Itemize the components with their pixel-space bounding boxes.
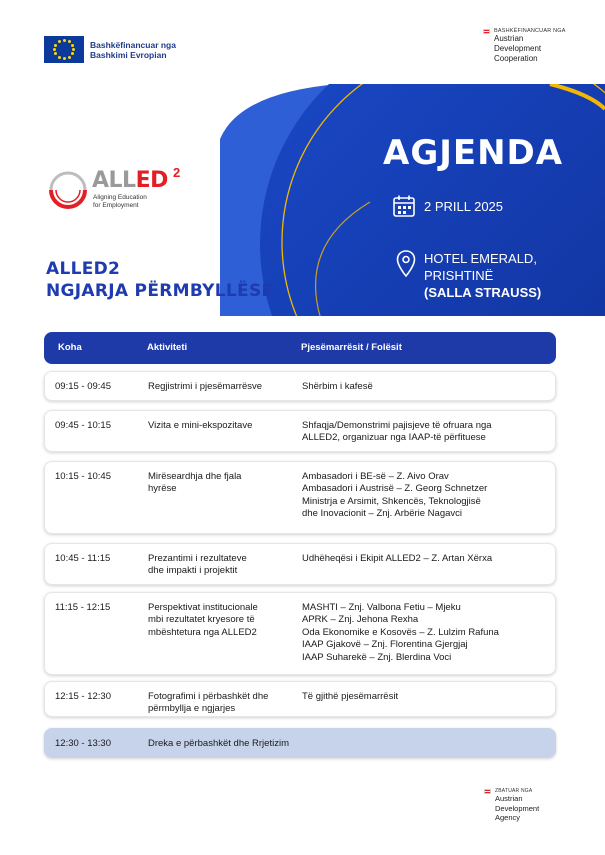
row-time: 12:15 - 12:30 <box>55 691 111 702</box>
participant-line: Shërbim i kafesë <box>302 381 373 392</box>
row-participants <box>302 420 547 445</box>
participant-line: Ambasadori i BE-së – Z. Aivo Orav <box>302 471 449 482</box>
participant-line: dhe Inovacionit – Znj. Arbërie Nagavci <box>302 508 463 520</box>
participant-line: Ambasadori i Austrisë – Z. Georg Schnetzer <box>302 483 488 495</box>
participant-line: Shfaqja/Demonstrimi pajisjeve të ofruara nga <box>302 420 492 431</box>
activity-line: mbi rezultatet kryesore të <box>148 614 255 626</box>
participant-line: MASHTI – Znj. Valbona Fetiu – Mjeku <box>302 602 461 613</box>
event-title-line1: ALLED2 <box>46 259 121 279</box>
row-time: 11:15 - 12:15 <box>55 602 111 613</box>
row-participants <box>302 553 547 565</box>
eu-text-line2: Bashkimi Evropian <box>90 49 167 60</box>
participant-line: ALLED2, organizuar nga IAAP-të përfituese <box>302 432 486 444</box>
row-time: 10:15 - 10:45 <box>55 471 111 482</box>
participant-line: Oda Ekonomike e Kosovës – Z. Lulzim Rafuna <box>302 626 499 638</box>
row-participants <box>302 691 547 703</box>
row-activity <box>148 553 298 578</box>
alled-word-grey: ALL <box>92 168 136 193</box>
agenda-table-header <box>44 332 556 364</box>
activity-line: Vizita e mini-ekspozitave <box>148 420 253 431</box>
austrian-development-agency-logo <box>484 788 539 823</box>
ada-top-line2: Development <box>494 44 542 53</box>
event-date <box>392 194 503 218</box>
activity-line: përmbyllja e ngjarjes <box>148 703 236 715</box>
agenda-row <box>44 371 556 401</box>
location-line2: PRISHTINË <box>424 268 494 283</box>
row-activity <box>148 471 298 496</box>
header-activity: Aktiviteti <box>147 342 188 353</box>
alled-tagline1: Aligning Education <box>93 194 147 201</box>
activity-line: mbështetura nga ALLED2 <box>148 626 257 638</box>
row-time: 10:45 - 11:15 <box>55 553 111 564</box>
participant-line: IAAP Suharekë – Znj. Blerdina Voci <box>302 651 452 663</box>
activity-line: Fotografimi i përbashkët dhe <box>148 691 269 702</box>
activity-line: Regjistrimi i pjesëmarrësve <box>148 381 263 392</box>
map-pin-icon <box>396 250 416 278</box>
row-time: 09:45 - 10:15 <box>55 420 111 431</box>
event-title-line2: NGJARJA PËRMBYLLËSE <box>46 281 274 301</box>
activity-line: hyrëse <box>148 483 177 495</box>
row-participants <box>302 381 547 393</box>
alled-tagline2: for Employment <box>93 202 139 209</box>
ada-top-line3: Cooperation <box>494 54 538 63</box>
activity-line: Dreka e përbashkët dhe Rrjetizim <box>148 738 289 749</box>
participant-line: Udhëheqësi i Ekipit ALLED2 – Z. Artan Xërxa <box>302 553 493 564</box>
participant-line: IAAP Gjakovë – Znj. Florentina Gjergjaj <box>302 639 468 651</box>
agenda-row <box>44 461 556 534</box>
header-participants: Pjesëmarrësit / Folësit <box>301 342 402 353</box>
eu-logo <box>44 36 176 63</box>
row-activity <box>148 738 298 750</box>
activity-line: dhe impakti i projektit <box>148 565 238 577</box>
row-time: 09:15 - 09:45 <box>55 381 111 392</box>
location-line1: HOTEL EMERALD, <box>424 251 537 266</box>
location-hall: (SALLA STRAUSS) <box>424 285 542 300</box>
eu-text-line1: Bashkëfinancuar nga <box>90 39 176 50</box>
ada-top-line1: Austrian <box>494 34 524 43</box>
alled-circle-icon <box>46 168 90 212</box>
agenda-row <box>44 543 556 585</box>
row-participants <box>302 602 547 664</box>
ada-bottom-line2: Development <box>495 803 540 813</box>
activity-line: Mirëseardhja dhe fjala <box>148 471 242 482</box>
activity-line: Perspektivat institucionale <box>148 602 258 613</box>
alled2-logo <box>46 165 196 216</box>
eu-cofinance-text <box>90 40 176 60</box>
participant-line: Të gjithë pjesëmarrësit <box>302 691 399 702</box>
event-location <box>396 250 542 300</box>
austrian-cooperation-logo <box>483 28 566 64</box>
row-activity <box>148 691 298 716</box>
participant-line: Ministrja e Arsimit, Shkencës, Teknologjisë <box>302 495 481 507</box>
calendar-icon <box>392 194 416 218</box>
activity-line: Prezantimi i rezultateve <box>148 553 247 564</box>
agenda-row <box>44 728 556 758</box>
ada-bottom-line1: Austrian <box>495 794 523 803</box>
ada-bottom-small-label: ZBATUAR NGA <box>495 788 533 794</box>
ada-top-small-label: BASHKËFINANCUAR NGA <box>494 28 566 34</box>
agenda-row <box>44 592 556 675</box>
event-title <box>46 258 273 302</box>
agenda-row <box>44 410 556 452</box>
row-time: 12:30 - 13:30 <box>55 738 111 749</box>
agenda-row <box>44 681 556 717</box>
row-activity <box>148 602 298 639</box>
alled-word-red: ED <box>135 168 168 193</box>
agenda-title: AGJENDA <box>383 133 564 173</box>
austria-flag-icon <box>483 29 490 34</box>
austria-flag-icon <box>484 789 491 794</box>
ada-bottom-line3: Agency <box>495 813 521 822</box>
row-activity <box>148 420 298 432</box>
alled-superscript: 2 <box>173 165 181 180</box>
participant-line: APRK – Znj. Jehona Rexha <box>302 614 419 626</box>
row-activity <box>148 381 298 393</box>
date-text: 2 PRILL 2025 <box>424 198 504 214</box>
eu-flag-icon <box>44 36 84 63</box>
header-time: Koha <box>58 342 82 353</box>
row-participants <box>302 471 547 521</box>
